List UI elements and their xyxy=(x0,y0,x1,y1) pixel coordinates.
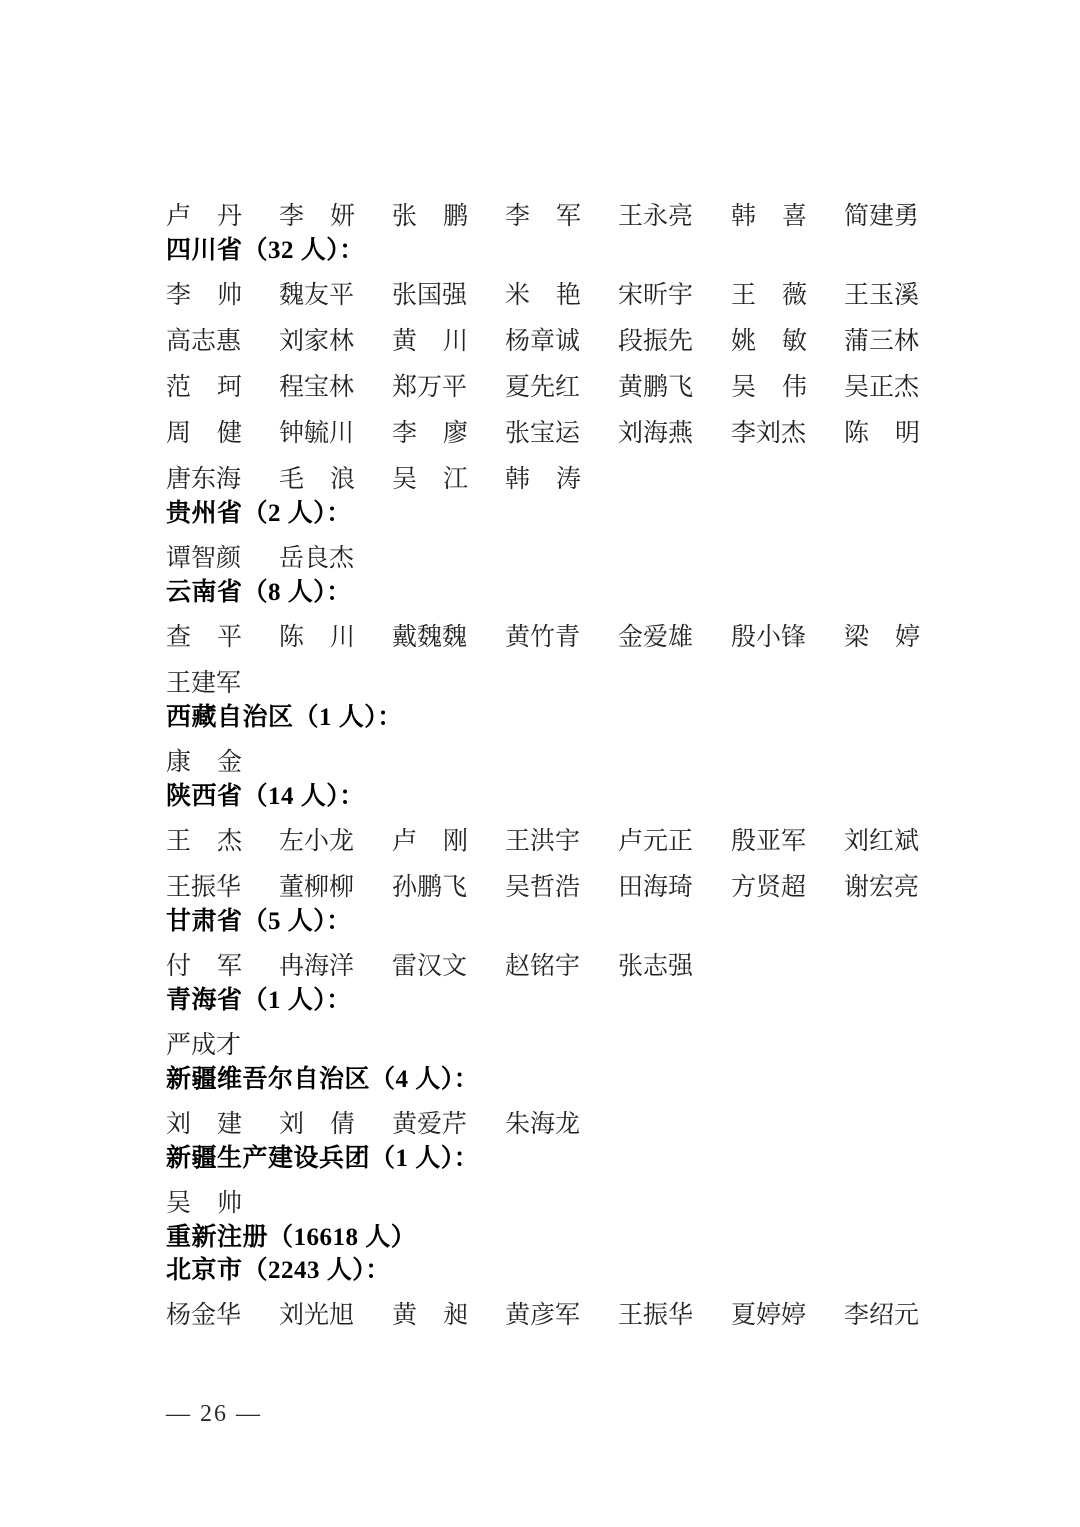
person-name: 黄彦军 xyxy=(505,1302,581,1329)
person-name: 张鹏 xyxy=(392,203,468,230)
person-name: 王振华 xyxy=(166,874,242,901)
person-name: 张志强 xyxy=(618,953,694,980)
person-name: 殷小锋 xyxy=(731,624,807,651)
person-name: 范珂 xyxy=(166,374,242,401)
person-name: 王永亮 xyxy=(618,203,694,230)
section-header: 新疆维吾尔自治区（4 人）： xyxy=(166,1066,480,1093)
person-name: 刘家林 xyxy=(279,328,355,355)
page-footer xyxy=(166,1397,930,1431)
section-header: 陕西省（14 人）： xyxy=(166,783,365,810)
name-row xyxy=(166,621,930,655)
person-name: 吴帅 xyxy=(166,1190,242,1217)
person-name: 李妍 xyxy=(279,203,355,230)
section-header: 重新注册（16618 人） xyxy=(166,1224,417,1251)
person-name: 王薇 xyxy=(731,282,807,309)
person-name: 吴江 xyxy=(392,466,468,493)
person-name: 李绍元 xyxy=(844,1302,920,1329)
section-header: 西藏自治区（1 人）： xyxy=(166,704,403,731)
person-name: 高志惠 xyxy=(166,328,242,355)
person-name: 宋昕宇 xyxy=(618,282,694,309)
person-name: 吴伟 xyxy=(731,374,807,401)
person-name: 雷汉文 xyxy=(392,953,468,980)
person-name: 蒲三林 xyxy=(844,328,920,355)
name-row xyxy=(166,1187,930,1221)
person-name: 吴正杰 xyxy=(844,374,920,401)
name-row xyxy=(166,1299,930,1333)
name-row xyxy=(166,279,930,313)
person-name: 陈明 xyxy=(844,420,920,447)
person-name: 刘建 xyxy=(166,1111,242,1138)
person-name: 王建军 xyxy=(166,670,242,697)
person-name: 岳良杰 xyxy=(279,545,355,572)
person-name: 毛浪 xyxy=(279,466,355,493)
person-name: 魏友平 xyxy=(279,282,355,309)
section-header: 四川省（32 人）： xyxy=(166,237,365,264)
page-number: — 26 — xyxy=(166,1401,262,1427)
person-name: 黄爱芹 xyxy=(392,1111,468,1138)
person-name: 夏婷婷 xyxy=(731,1302,807,1329)
person-name: 简建勇 xyxy=(844,203,920,230)
person-name: 谢宏亮 xyxy=(844,874,920,901)
person-name: 卢刚 xyxy=(392,828,468,855)
person-name: 程宝林 xyxy=(279,374,355,401)
person-name: 段振先 xyxy=(618,328,694,355)
name-row xyxy=(166,950,930,984)
person-name: 米艳 xyxy=(505,282,581,309)
name-row xyxy=(166,871,930,905)
person-name: 夏先红 xyxy=(505,374,581,401)
person-name: 卢元正 xyxy=(618,828,694,855)
person-name: 康金 xyxy=(166,749,242,776)
person-name: 董柳柳 xyxy=(279,874,355,901)
person-name: 赵铭宇 xyxy=(505,953,581,980)
person-name: 刘红斌 xyxy=(844,828,920,855)
name-row xyxy=(166,200,930,234)
person-name: 李帅 xyxy=(166,282,242,309)
section-header: 贵州省（2 人）： xyxy=(166,500,352,527)
person-name: 刘倩 xyxy=(279,1111,355,1138)
person-name: 李军 xyxy=(505,203,581,230)
person-name: 钟毓川 xyxy=(279,420,355,447)
person-name: 王玉溪 xyxy=(844,282,920,309)
person-name: 李廖 xyxy=(392,420,468,447)
person-name: 刘光旭 xyxy=(279,1302,355,1329)
person-name: 戴魏魏 xyxy=(392,624,468,651)
person-name: 韩喜 xyxy=(731,203,807,230)
document-body xyxy=(166,200,930,1333)
person-name: 左小龙 xyxy=(279,828,355,855)
person-name: 张国强 xyxy=(392,282,468,309)
person-name: 唐东海 xyxy=(166,466,242,493)
person-name: 冉海洋 xyxy=(279,953,355,980)
name-row xyxy=(166,746,930,780)
name-row xyxy=(166,417,930,451)
person-name: 黄昶 xyxy=(392,1302,468,1329)
person-name: 刘海燕 xyxy=(618,420,694,447)
person-name: 陈川 xyxy=(279,624,355,651)
person-name: 吴哲浩 xyxy=(505,874,581,901)
person-name: 梁婷 xyxy=(844,624,920,651)
name-row xyxy=(166,825,930,859)
person-name: 周健 xyxy=(166,420,242,447)
name-row xyxy=(166,1029,930,1063)
person-name: 黄竹青 xyxy=(505,624,581,651)
person-name: 姚敏 xyxy=(731,328,807,355)
person-name: 金爱雄 xyxy=(618,624,694,651)
person-name: 张宝运 xyxy=(505,420,581,447)
name-row xyxy=(166,463,930,497)
person-name: 黄鹏飞 xyxy=(618,374,694,401)
name-row xyxy=(166,667,930,701)
name-row xyxy=(166,542,930,576)
person-name: 孙鹏飞 xyxy=(392,874,468,901)
person-name: 杨金华 xyxy=(166,1302,242,1329)
person-name: 杨章诚 xyxy=(505,328,581,355)
person-name: 付军 xyxy=(166,953,242,980)
person-name: 王振华 xyxy=(618,1302,694,1329)
person-name: 殷亚军 xyxy=(731,828,807,855)
person-name: 查平 xyxy=(166,624,242,651)
section-header: 云南省（8 人）： xyxy=(166,579,352,606)
person-name: 王杰 xyxy=(166,828,242,855)
person-name: 黄川 xyxy=(392,328,468,355)
section-header: 北京市（2243 人）： xyxy=(166,1257,391,1284)
person-name: 郑万平 xyxy=(392,374,468,401)
person-name: 严成才 xyxy=(166,1032,242,1059)
section-header: 新疆生产建设兵团（1 人）： xyxy=(166,1145,480,1172)
person-name: 谭智颜 xyxy=(166,545,242,572)
person-name: 王洪宇 xyxy=(505,828,581,855)
person-name: 卢丹 xyxy=(166,203,242,230)
name-row xyxy=(166,325,930,359)
person-name: 方贤超 xyxy=(731,874,807,901)
person-name: 朱海龙 xyxy=(505,1111,581,1138)
name-row xyxy=(166,371,930,405)
section-header: 青海省（1 人）： xyxy=(166,987,352,1014)
person-name: 韩涛 xyxy=(505,466,581,493)
section-header: 甘肃省（5 人）： xyxy=(166,908,352,935)
name-row xyxy=(166,1108,930,1142)
person-name: 田海琦 xyxy=(618,874,694,901)
person-name: 李刘杰 xyxy=(731,420,807,447)
